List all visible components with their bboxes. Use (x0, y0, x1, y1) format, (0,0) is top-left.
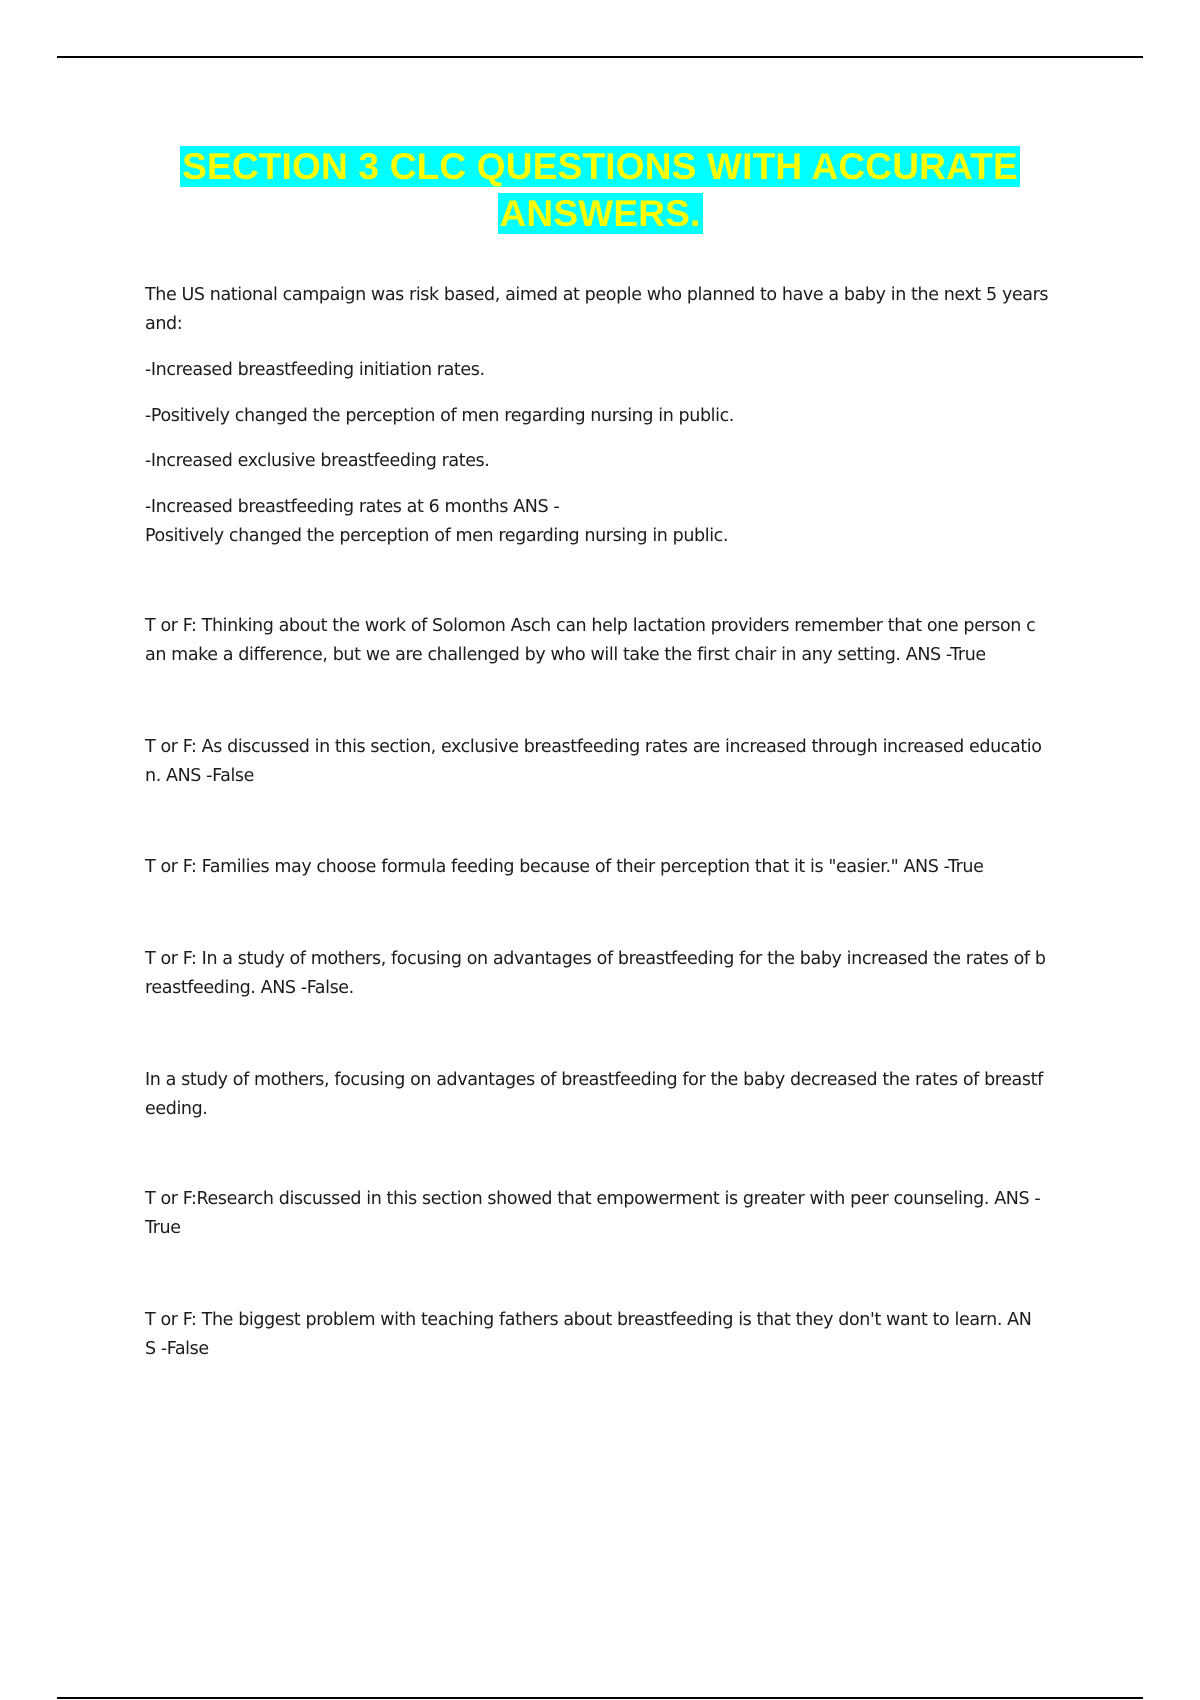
question-formula-easier (145, 853, 1095, 882)
question-advantages-baby (145, 945, 1095, 1003)
text-line: reastfeeding. ANS -False. (145, 978, 354, 998)
text-line: T or F: Families may choose formula feeding because of their perception that it is "easier." ANS -True (145, 857, 984, 877)
text-line: True (145, 1218, 181, 1238)
document-title (0, 143, 1200, 237)
footer-rule (57, 1697, 1143, 1699)
text-line: T or F: As discussed in this section, exclusive breastfeeding rates are increased through increased educatio (145, 737, 1042, 757)
text-line: In a study of mothers, focusing on advantages of breastfeeding for the baby decreased the rates of breastf (145, 1070, 1043, 1090)
text-line: T or F:Research discussed in this section showed that empowerment is greater with peer counseling. ANS - (145, 1189, 1041, 1209)
title-line-2: ANSWERS. (499, 193, 701, 234)
text-line: Positively changed the perception of men regarding nursing in public. (145, 526, 729, 546)
text-line: S -False (145, 1339, 209, 1359)
text-line: an make a difference, but we are challenged by who will take the first chair in any setting. ANS -True (145, 645, 986, 665)
question-solomon-asch (145, 612, 1095, 670)
text-line: and: (145, 314, 183, 334)
text-line: -Increased exclusive breastfeeding rates. (145, 451, 490, 471)
text-line: -Increased breastfeeding rates at 6 months ANS - (145, 497, 560, 517)
question-campaign (145, 281, 1095, 339)
text-line: The US national campaign was risk based, aimed at people who planned to have a baby in the next 5 years (145, 285, 1049, 305)
statement-decreased-rates (145, 1066, 1095, 1124)
option-six-months-answer (145, 493, 1095, 551)
text-line: -Increased breastfeeding initiation rates. (145, 360, 485, 380)
header-rule (57, 56, 1143, 58)
title-line-1: SECTION 3 CLC QUESTIONS WITH ACCURATE (182, 146, 1018, 187)
text-line: T or F: The biggest problem with teaching fathers about breastfeeding is that they don't want to learn. AN (145, 1310, 1032, 1330)
text-line: eeding. (145, 1099, 208, 1119)
text-line: n. ANS -False (145, 766, 254, 786)
text-line: T or F: Thinking about the work of Solomon Asch can help lactation providers remember that one person c (145, 616, 1036, 636)
option-exclusive-rates (145, 447, 1095, 476)
question-teaching-fathers (145, 1306, 1095, 1364)
question-education (145, 733, 1095, 791)
question-peer-counseling (145, 1185, 1095, 1243)
option-initiation-rates (145, 356, 1095, 385)
option-perception-men (145, 402, 1095, 431)
text-line: -Positively changed the perception of men regarding nursing in public. (145, 406, 734, 426)
text-line: T or F: In a study of mothers, focusing on advantages of breastfeeding for the baby increased the rates of b (145, 949, 1046, 969)
